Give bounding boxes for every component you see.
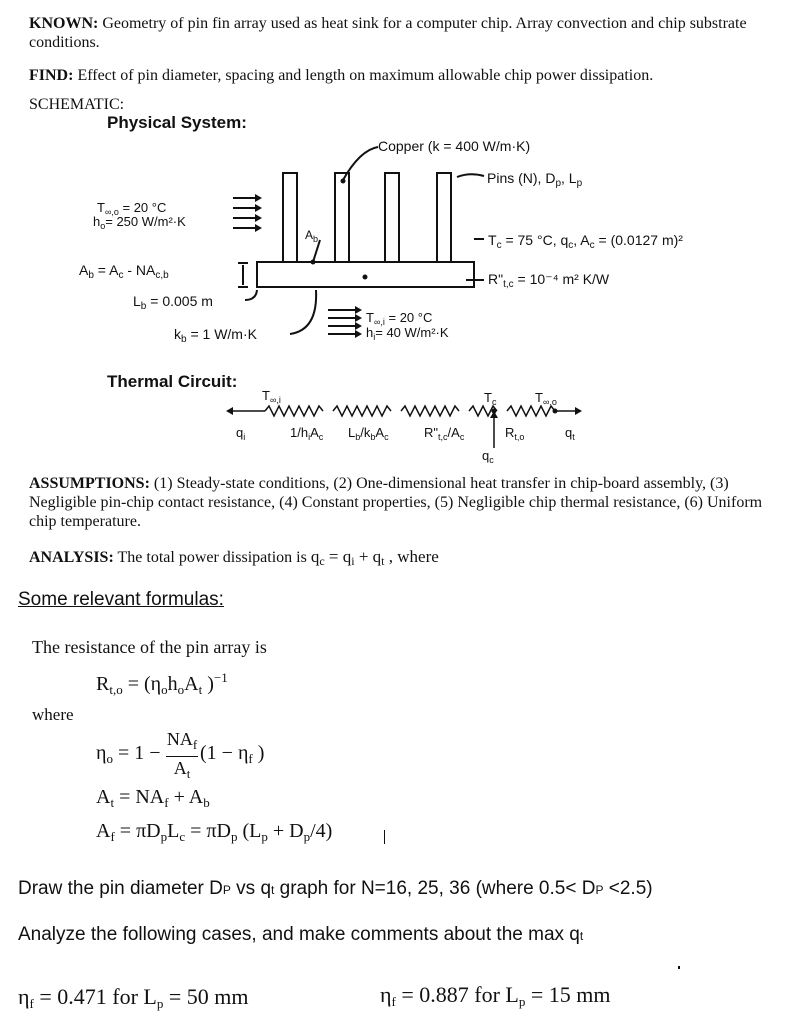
find-text: Effect of pin diameter, spacing and length on maximum allowable chip power dissipation.: [77, 67, 654, 84]
analysis-label: ANALYSIS:: [29, 549, 114, 566]
svg-text:Lb = 0.005 m: $L_b = 0.005$ m: [133, 293, 213, 312]
task-line-1: Draw the pin diameter DP vs qt graph for N=16, 25, 36 (where 0.5< DP <2.5): [18, 878, 653, 899]
formula-eta-o: $\eta_o = 1$ −: [96, 742, 161, 766]
svg-text:qc: $q_c$: [482, 448, 494, 465]
analysis-section: ANALYSIS: The total power dissipation is qc = qi + qt , where: [29, 547, 439, 568]
assumptions-text: (1) Steady-state conditions, (2) One-dimensional heat transfer in chip-board assembly, (3) Negligible pin-chip contact resistance, (4) Constant properties, (5) Negligible chip thermal resistance, (6) Uniform chip temperature.: [29, 475, 763, 530]
pin-2: [335, 173, 349, 262]
svg-text:T∞,o: $T_{\infty,o}$: [535, 390, 557, 407]
svg-text:kb = 1 W/m·K: $k_b = 1$ W/m·K: [174, 326, 257, 345]
formula-at: $A_t = NA_f + A_b$: [96, 786, 210, 810]
substrate-base: [257, 262, 474, 287]
svg-text:1/hiAc: $1/h_iA_c$: [290, 425, 324, 442]
pin-4: [437, 173, 451, 262]
pin-3: [385, 173, 399, 262]
case-1: $\eta_f = 0.471$ for $L_p = 50$ mm: [18, 984, 249, 1011]
svg-text:qi: $q_i$: [236, 425, 246, 442]
svg-text:Tc = 75 °C, qc, Ac = (0.0127 m: $T_c = 75$ °C, $q_c$, $A_c = (0.0127$ m)²: [488, 232, 683, 251]
svg-text:T∞,i: $T_{\infty,i}$: [262, 388, 281, 405]
resistance-text: The resistance of the pin array is: [32, 637, 267, 657]
known-text: Geometry of pin fin array used as heat sink for a computer chip. Array convection and chip substrate conditions.: [29, 15, 747, 51]
thermal-circuit-heading: Thermal Circuit:: [107, 372, 238, 391]
svg-text:Tc: $T_c$: [484, 390, 497, 407]
svg-text:R"t,c/Ac: $R"_{t,c}/A_c$: [424, 425, 465, 442]
pin-1: [283, 173, 297, 262]
known-label: KNOWN:: [29, 15, 99, 32]
svg-text:T∞,i = 20 °C: $T_{\infty,i} = 20$ °C: [366, 310, 433, 327]
task-line-2: Analyze the following cases, and make comments about the max qt: [18, 924, 584, 945]
svg-text:hi= 40 W/m²·K: $h_i= 40$ W/m²·K: [366, 325, 449, 342]
formula-af: $A_f = \pi D_pL_c = \pi D_p$ $(L_p + D_p/4)$: [96, 820, 333, 844]
schematic-diagram: [0, 0, 797, 470]
svg-text:Pins (N), Dp, Lp: Pins (N), $D_p$, $L_p$: [487, 170, 583, 189]
physical-system-heading: Physical System:: [107, 113, 247, 132]
assumptions-section: [29, 474, 779, 531]
svg-text:Ab: $A_b$: [305, 228, 319, 244]
formula-rto: $R_{t,o} = (\eta_oh_oA_t$ )$^{-1}$: [96, 670, 228, 697]
svg-text:Lb/kbAc: $L_b/k_bA_c$: [348, 425, 389, 442]
find-label: FIND:: [29, 67, 74, 84]
where-text: where: [32, 705, 74, 724]
schematic-label: SCHEMATIC:: [29, 96, 125, 113]
svg-text:Ab = Ac - NAc,b: $A_b = A_c - NA_{c,b}$: [79, 262, 169, 281]
relevant-formulas-heading: Some relevant formulas:: [18, 589, 224, 610]
svg-text:Copper (k = 400 W/m·K): Copper (k = 400 W/m·K): [378, 138, 531, 154]
assumptions-label: ASSUMPTIONS:: [29, 475, 150, 492]
svg-text:ho= 250 W/m²·K: $h_o= 250$ W/m²·K: [93, 214, 186, 231]
svg-text:T∞,o = 20 °C: $T_{\infty,o} = 20$ °C: [97, 200, 167, 217]
case-2: $\eta_f = 0.887$ for $L_p = 15$ mm: [380, 982, 611, 1009]
analysis-text: The total power dissipation is: [117, 549, 307, 566]
svg-text:R"t,c = 10⁻⁴ m² K/W: $R"_{t,c} = 10^{-4}$ m² K/W: [488, 271, 610, 290]
svg-text:Rt,o: $R_{t,o}$: [505, 425, 525, 442]
svg-text:qt: $q_t$: [565, 425, 575, 442]
